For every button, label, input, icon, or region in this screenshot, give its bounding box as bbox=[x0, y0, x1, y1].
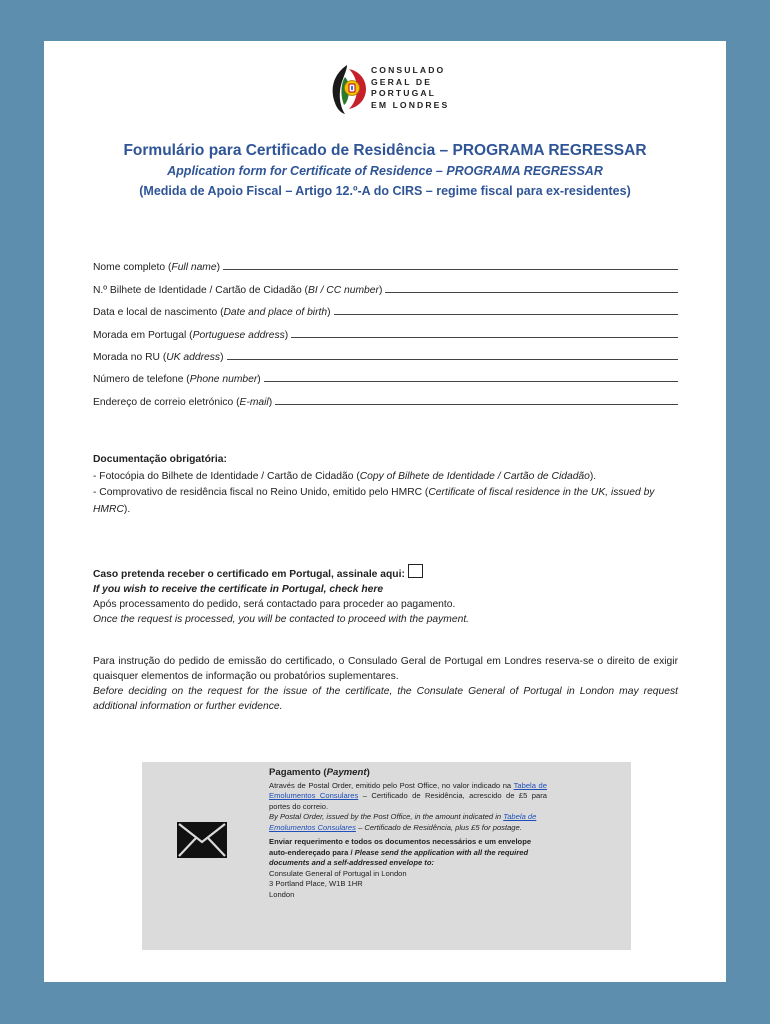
doc-text-en: Copy of Bilhete de Identidade / Cartão de Cidadão bbox=[359, 470, 590, 482]
form-page bbox=[44, 41, 726, 982]
payment-contact-note-en: Once the request is processed, you will be contacted to proceed with the payment. bbox=[93, 614, 470, 625]
field-label: Número de telefone ( bbox=[93, 374, 190, 386]
field-full-name[interactable] bbox=[93, 251, 678, 273]
form-subtitle: (Medida de Apoio Fiscal – Artigo 12.º-A do CIRS – regime fiscal para ex-residentes) bbox=[139, 184, 631, 198]
portugal-address-input-line[interactable] bbox=[291, 336, 678, 338]
consulate-logo bbox=[329, 63, 469, 115]
logo-line-4: EM LONDRES bbox=[371, 99, 450, 110]
address-line-2: 3 Portland Place, W1B 1HR bbox=[269, 879, 363, 888]
payment-text-pt2: – Certificado de Residência, acrescido de £5 para portes do correio. bbox=[269, 791, 547, 811]
payment-instructions-en bbox=[269, 812, 547, 833]
address-line-3: London bbox=[269, 889, 295, 899]
logo-line-1: CONSULADO bbox=[371, 65, 446, 75]
payment-title-pt: Pagamento ( bbox=[269, 767, 327, 778]
emolument-table-link[interactable]: Tabela de Emolumentos Consulares bbox=[269, 780, 547, 800]
field-phone[interactable] bbox=[93, 363, 678, 385]
doc-text: - Comprovativo de residência fiscal no Reino Unido, emitido pelo HMRC ( bbox=[93, 487, 429, 498]
portugal-delivery-section bbox=[93, 564, 678, 627]
send-text-pt: Enviar requerimento e todos os documentos necessários e um envelope auto-endereçado para / bbox=[269, 837, 532, 857]
document-item-residence bbox=[93, 485, 678, 518]
form-title-english: Application form for Certificate of Residence – PROGRAMA REGRESSAR bbox=[167, 164, 603, 178]
send-text-en: Please send the application with all the required documents and a self-addressed envelope to: bbox=[269, 847, 529, 867]
payment-instructions-pt bbox=[269, 781, 547, 813]
form-titles bbox=[44, 141, 726, 201]
form-title: Formulário para Certificado de Residência – PROGRAMA REGRESSAR bbox=[123, 142, 647, 159]
instruction-text: Para instrução do pedido de emissão do certificado, o Consulado Geral de Portugal em Londres reserva-se o direito de exigir quaisquer elementos de informação ou probatórios suplementares. bbox=[93, 656, 678, 682]
field-label-en: Date and place of birth bbox=[223, 307, 328, 319]
field-birth[interactable] bbox=[93, 296, 678, 318]
payment-contact-note: Após processamento do pedido, será contactado para proceder ao pagamento. bbox=[93, 599, 456, 610]
field-label-close: ) bbox=[257, 374, 261, 386]
document-item-id bbox=[93, 469, 678, 486]
field-label: Nome completo ( bbox=[93, 262, 172, 274]
portugal-delivery-checkbox[interactable] bbox=[408, 564, 423, 578]
payment-box bbox=[142, 762, 631, 950]
doc-text-close: ). bbox=[589, 470, 597, 482]
portugal-delivery-label-en: If you wish to receive the certificate in Portugal, check here bbox=[93, 584, 384, 595]
field-portugal-address[interactable] bbox=[93, 318, 678, 340]
portugal-delivery-label: Caso pretenda receber o certificado em Portugal, assinale aqui: bbox=[93, 569, 405, 580]
field-label: Data e local de nascimento ( bbox=[93, 307, 224, 319]
documents-header: Documentação obrigatória: bbox=[93, 454, 227, 465]
payment-text-en2: – Certificado de Residência, plus £5 for postage. bbox=[355, 822, 522, 832]
payment-title-close: ) bbox=[366, 767, 370, 778]
email-input-line[interactable] bbox=[275, 403, 678, 405]
field-email[interactable] bbox=[93, 385, 678, 407]
envelope-icon bbox=[177, 822, 227, 858]
field-label-en: Full name bbox=[171, 262, 217, 274]
field-label-close: ) bbox=[284, 329, 289, 341]
field-label: Morada em Portugal ( bbox=[93, 329, 193, 341]
birth-input-line[interactable] bbox=[334, 313, 678, 315]
doc-text-en: Certificate of fiscal residence in the UK, issued by HMRC bbox=[93, 487, 655, 515]
field-label-close: ) bbox=[327, 307, 331, 319]
logo-line-2: GERAL DE bbox=[371, 76, 433, 87]
field-label-close: ) bbox=[378, 284, 383, 296]
field-label: Morada no RU ( bbox=[93, 351, 167, 363]
id-number-input-line[interactable] bbox=[385, 291, 678, 293]
full-name-input-line[interactable] bbox=[223, 268, 678, 270]
field-uk-address[interactable] bbox=[93, 341, 678, 363]
applicant-fields bbox=[93, 251, 678, 408]
field-label-close: ) bbox=[220, 351, 224, 363]
payment-title bbox=[269, 768, 547, 779]
field-label-close: ) bbox=[268, 396, 273, 408]
send-instructions bbox=[269, 837, 547, 869]
payment-title-en: Payment bbox=[326, 767, 367, 778]
field-id-number[interactable] bbox=[93, 273, 678, 295]
field-label-en: BI / CC number bbox=[307, 284, 379, 296]
field-label-close: ) bbox=[216, 262, 221, 274]
phone-input-line[interactable] bbox=[264, 380, 678, 382]
portugal-emblem-icon bbox=[329, 63, 369, 115]
uk-address-input-line[interactable] bbox=[227, 358, 679, 360]
emolument-table-link-en[interactable]: Tabela de Emolumentos Consulares bbox=[269, 812, 537, 832]
doc-text-close: ). bbox=[123, 503, 131, 515]
field-label-en: UK address bbox=[166, 351, 221, 363]
doc-text: - Fotocópia do Bilhete de Identidade / Cartão de Cidadão ( bbox=[93, 470, 360, 482]
instruction-text-en: Before deciding on the request for the issue of the certificate, the Consulate General of Portugal in London may request additional information or further evidence. bbox=[93, 686, 678, 712]
instruction-note bbox=[93, 654, 678, 714]
field-label-en: Phone number bbox=[189, 374, 258, 386]
payment-text bbox=[269, 768, 547, 900]
field-label: Endereço de correio eletrónico ( bbox=[93, 396, 240, 408]
payment-text-pt1: Através de Postal Order, emitido pelo Post Office, no valor indicado na bbox=[269, 780, 514, 790]
consulate-name bbox=[371, 65, 449, 111]
logo-line-3: PORTUGAL bbox=[371, 88, 437, 99]
payment-text-en1: By Postal Order, issued by the Post Office, in the amount indicated in bbox=[269, 812, 504, 821]
field-label-en: Portuguese address bbox=[192, 329, 285, 341]
field-label: N.º Bilhete de Identidade / Cartão de Cidadão ( bbox=[93, 284, 308, 296]
field-label-en: E-mail bbox=[239, 396, 269, 408]
required-documents bbox=[93, 452, 678, 518]
address-line-1: Consulate General of Portugal in London bbox=[269, 868, 407, 878]
